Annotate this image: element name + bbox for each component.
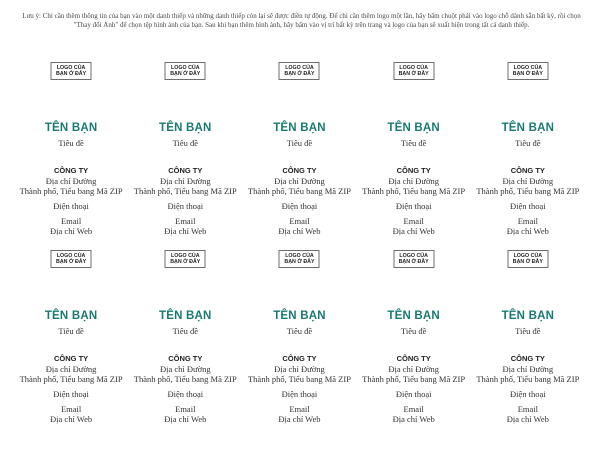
card-company[interactable]: CÔNG TY [54, 166, 89, 175]
logo-text-line2: BẠN Ở ĐÂY [284, 71, 315, 77]
card-city-state-zip[interactable]: Thành phố, Tiểu bang Mã ZIP [247, 374, 351, 384]
card-title[interactable]: Tiêu đề [172, 138, 198, 148]
business-card[interactable] [14, 56, 128, 244]
logo-text-line1: LOGO CỦA [171, 253, 200, 259]
logo-placeholder[interactable] [279, 62, 320, 80]
card-phone[interactable]: Điện thoại [53, 201, 89, 211]
card-city-state-zip[interactable]: Thành phố, Tiểu bang Mã ZIP [476, 374, 580, 384]
card-company[interactable]: CÔNG TY [510, 166, 545, 175]
card-city-state-zip[interactable]: Thành phố, Tiểu bang Mã ZIP [247, 186, 351, 196]
card-website[interactable]: Địa chỉ Web [278, 226, 321, 236]
card-email[interactable]: Email [289, 404, 310, 414]
instruction-note: Lưu ý: Chỉ cần thêm thông tin của bạn vào một danh thiếp và những danh thiếp còn lại sẽ được điền tự động. Để chỉ cần thêm logo một lần, hãy bấm chuột phải vào logo chỗ dành sẵn bất kỳ, rồi chọn "Thay đổi Ảnh" để chọn tệp hình ảnh của bạn. Sau khi bạn thêm hình ảnh, hãy bấm vào vị trí bất kỳ trên trang và logo của bạn sẽ xuất hiện trong tất cả danh thiếp. [22, 12, 581, 29]
card-name[interactable]: TÊN BẠN [501, 122, 555, 134]
logo-text-line2: BẠN Ở ĐÂY [56, 71, 87, 77]
logo-placeholder[interactable] [51, 62, 92, 80]
card-email[interactable]: Email [289, 216, 310, 226]
business-card[interactable] [14, 244, 128, 432]
card-street-address[interactable]: Địa chỉ Đường [45, 364, 97, 374]
card-title[interactable]: Tiêu đề [286, 138, 313, 148]
card-phone[interactable]: Điện thoại [167, 201, 204, 211]
logo-text-line2: BẠN Ở ĐÂY [56, 259, 87, 265]
logo-text-line1: LOGO CỦA [513, 65, 543, 71]
business-card[interactable] [357, 56, 471, 244]
card-title[interactable]: Tiêu đề [515, 326, 541, 336]
card-phone[interactable]: Điện thoại [281, 201, 318, 211]
card-company[interactable]: CÔNG TY [396, 166, 431, 175]
logo-text-line1: LOGO CỦA [56, 253, 86, 259]
card-phone[interactable]: Điện thoại [53, 389, 89, 399]
logo-text-line1: LOGO CỦA [285, 65, 314, 71]
card-website[interactable]: Địa chỉ Web [164, 226, 207, 236]
card-email[interactable]: Email [403, 216, 424, 226]
business-card-grid [14, 56, 585, 432]
card-email[interactable]: Email [517, 404, 538, 414]
logo-placeholder[interactable] [393, 62, 434, 80]
card-name[interactable]: TÊN BẠN [273, 122, 326, 134]
card-website[interactable]: Địa chỉ Web [164, 414, 207, 424]
logo-placeholder[interactable] [393, 250, 434, 268]
logo-placeholder[interactable] [51, 250, 92, 268]
card-city-state-zip[interactable]: Thành phố, Tiểu bang Mã ZIP [133, 374, 237, 384]
card-street-address[interactable]: Địa chỉ Đường [159, 176, 211, 186]
business-card[interactable] [128, 244, 242, 432]
card-company[interactable]: CÔNG TY [282, 354, 317, 363]
business-card[interactable] [471, 244, 585, 432]
business-card[interactable] [242, 56, 356, 244]
card-company[interactable]: CÔNG TY [282, 166, 317, 175]
card-city-state-zip[interactable]: Thành phố, Tiểu bang Mã ZIP [362, 374, 466, 384]
logo-text-line1: LOGO CỦA [399, 65, 428, 71]
card-street-address[interactable]: Địa chỉ Đường [45, 176, 97, 186]
card-name[interactable]: TÊN BẠN [501, 310, 555, 322]
card-street-address[interactable]: Địa chỉ Đường [388, 364, 439, 374]
card-email[interactable]: Email [517, 216, 538, 226]
card-website[interactable]: Địa chỉ Web [50, 226, 93, 236]
business-card[interactable] [242, 244, 356, 432]
logo-placeholder[interactable] [507, 62, 548, 80]
card-street-address[interactable]: Địa chỉ Đường [274, 176, 325, 186]
card-city-state-zip[interactable]: Thành phố, Tiểu bang Mã ZIP [19, 186, 123, 196]
logo-text-line1: LOGO CỦA [513, 253, 543, 259]
card-title[interactable]: Tiêu đề [400, 138, 427, 148]
logo-text-line2: BẠN Ở ĐÂY [170, 259, 201, 265]
business-card[interactable] [128, 56, 242, 244]
card-phone[interactable]: Điện thoại [395, 389, 432, 399]
card-company[interactable]: CÔNG TY [396, 354, 431, 363]
card-phone[interactable]: Điện thoại [510, 201, 546, 211]
card-website[interactable]: Địa chỉ Web [506, 226, 549, 236]
logo-placeholder[interactable] [279, 250, 320, 268]
logo-text-line2: BẠN Ở ĐÂY [512, 259, 543, 265]
card-name[interactable]: TÊN BẠN [387, 310, 440, 322]
business-card[interactable] [357, 244, 471, 432]
logo-text-line2: BẠN Ở ĐÂY [398, 71, 429, 77]
card-phone[interactable]: Điện thoại [281, 389, 318, 399]
card-title[interactable]: Tiêu đề [286, 326, 313, 336]
card-phone[interactable]: Điện thoại [395, 201, 432, 211]
card-title[interactable]: Tiêu đề [515, 138, 541, 148]
card-street-address[interactable]: Địa chỉ Đường [502, 364, 554, 374]
card-company[interactable]: CÔNG TY [168, 166, 203, 175]
card-name[interactable]: TÊN BẠN [387, 122, 440, 134]
card-company[interactable]: CÔNG TY [510, 354, 545, 363]
card-name[interactable]: TÊN BẠN [273, 310, 326, 322]
card-city-state-zip[interactable]: Thành phố, Tiểu bang Mã ZIP [133, 186, 237, 196]
card-website[interactable]: Địa chỉ Web [278, 414, 321, 424]
card-email[interactable]: Email [403, 404, 424, 414]
card-email[interactable]: Email [60, 216, 82, 226]
logo-text-line1: LOGO CỦA [285, 253, 314, 259]
card-street-address[interactable]: Địa chỉ Đường [502, 176, 554, 186]
card-street-address[interactable]: Địa chỉ Đường [274, 364, 325, 374]
card-website[interactable]: Địa chỉ Web [392, 226, 435, 236]
logo-text-line1: LOGO CỦA [171, 65, 200, 71]
card-name[interactable]: TÊN BẠN [159, 310, 212, 322]
card-company[interactable]: CÔNG TY [168, 354, 203, 363]
card-street-address[interactable]: Địa chỉ Đường [159, 364, 211, 374]
card-email[interactable]: Email [175, 216, 196, 226]
card-phone[interactable]: Điện thoại [167, 389, 204, 399]
card-title[interactable]: Tiêu đề [172, 326, 198, 336]
card-email[interactable]: Email [60, 404, 82, 414]
logo-text-line2: BẠN Ở ĐÂY [284, 259, 315, 265]
card-title[interactable]: Tiêu đề [58, 138, 84, 148]
logo-text-line1: LOGO CỦA [56, 65, 86, 71]
logo-placeholder[interactable] [507, 250, 548, 268]
business-card[interactable] [471, 56, 585, 244]
card-name[interactable]: TÊN BẠN [44, 310, 98, 322]
logo-text-line2: BẠN Ở ĐÂY [398, 259, 429, 265]
logo-text-line2: BẠN Ở ĐÂY [170, 71, 201, 77]
card-city-state-zip[interactable]: Thành phố, Tiểu bang Mã ZIP [19, 374, 123, 384]
logo-placeholder[interactable] [165, 250, 206, 268]
card-company[interactable]: CÔNG TY [54, 354, 89, 363]
card-city-state-zip[interactable]: Thành phố, Tiểu bang Mã ZIP [362, 186, 466, 196]
logo-text-line1: LOGO CỦA [399, 253, 428, 259]
logo-text-line2: BẠN Ở ĐÂY [512, 71, 543, 77]
card-name[interactable]: TÊN BẠN [159, 122, 212, 134]
card-phone[interactable]: Điện thoại [510, 389, 546, 399]
card-name[interactable]: TÊN BẠN [44, 122, 98, 134]
card-website[interactable]: Địa chỉ Web [50, 414, 93, 424]
logo-placeholder[interactable] [165, 62, 206, 80]
card-website[interactable]: Địa chỉ Web [392, 414, 435, 424]
card-email[interactable]: Email [175, 404, 196, 414]
card-title[interactable]: Tiêu đề [400, 326, 427, 336]
card-website[interactable]: Địa chỉ Web [506, 414, 549, 424]
card-title[interactable]: Tiêu đề [58, 326, 84, 336]
card-street-address[interactable]: Địa chỉ Đường [388, 176, 439, 186]
card-city-state-zip[interactable]: Thành phố, Tiểu bang Mã ZIP [476, 186, 580, 196]
